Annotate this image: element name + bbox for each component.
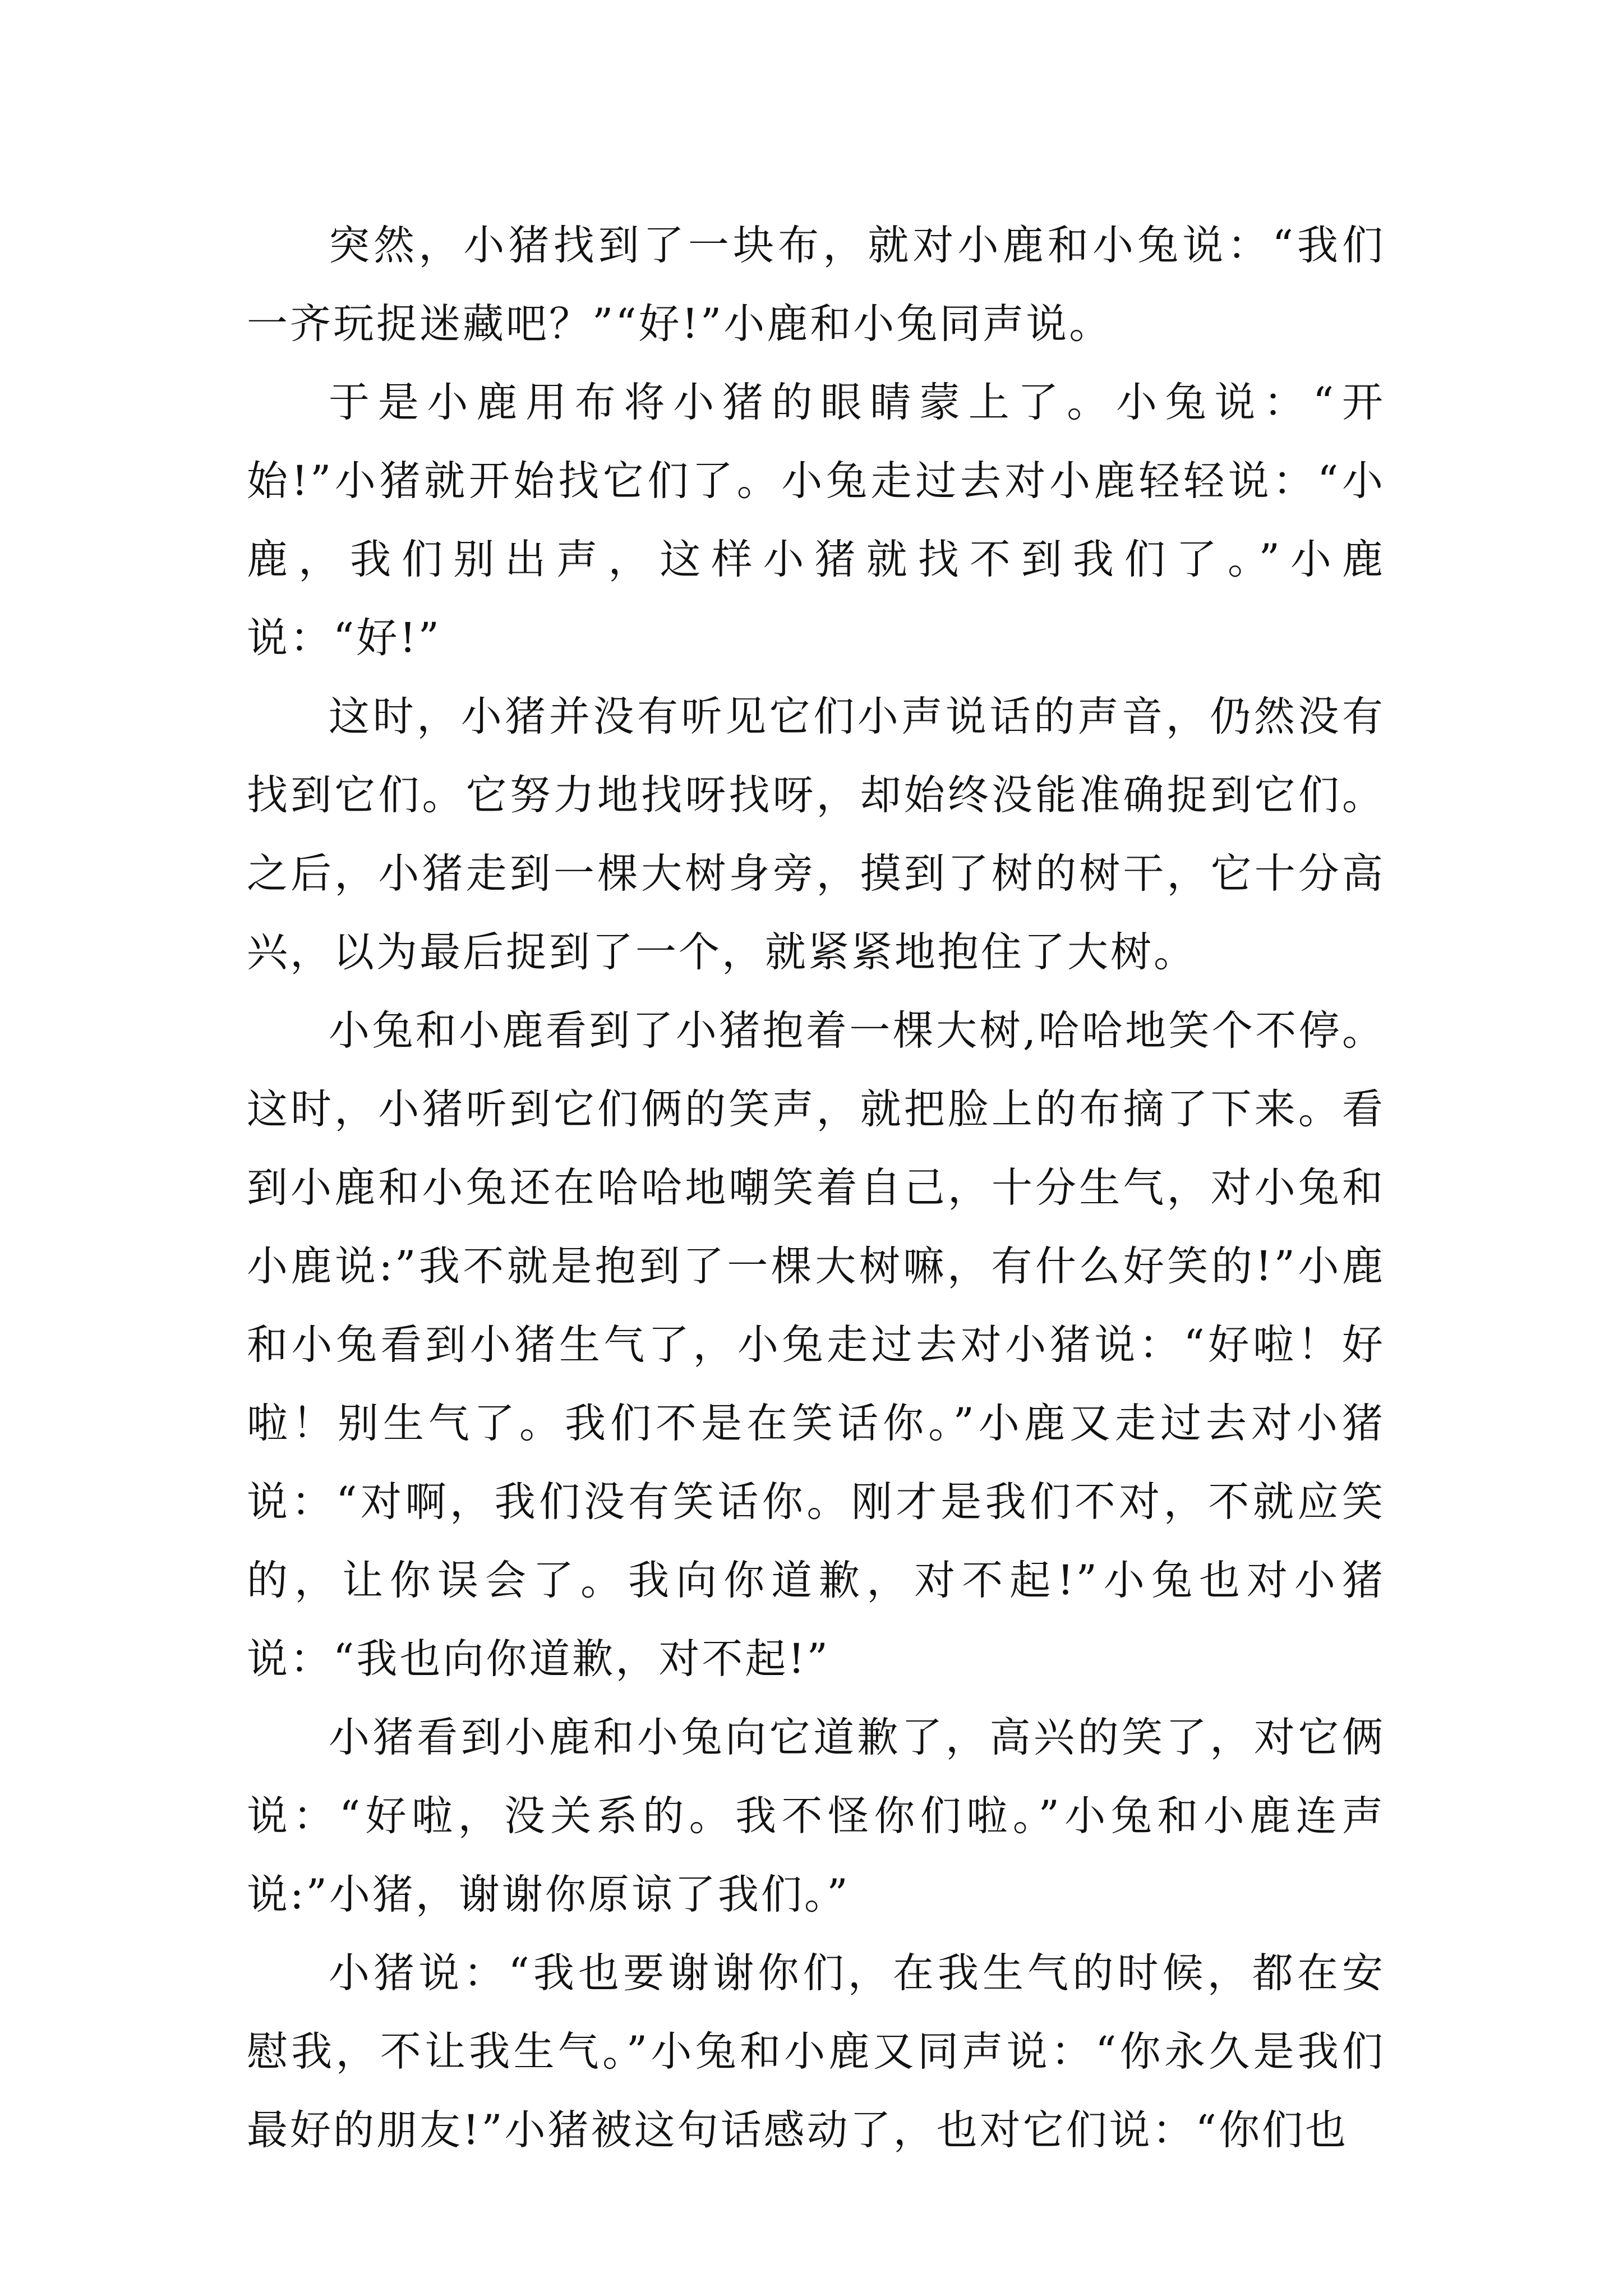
paragraph-6: 小猪说：“我也要谢谢你们，在我生气的时候，都在安慰我，不让我生气。”小兔和小鹿又同声说：“你永久是我们最好的朋友!”小猪被这句话感动了，也对它们说：“你们也 [247, 1949, 1385, 2154]
story-text [247, 206, 1385, 2170]
paragraph-3: 这时，小猪并没有听见它们小声说话的声音，仍然没有找到它们。它努力地找呀找呀，却始终没能准确捉到它们。之后，小猪走到一棵大树身旁，摸到了树的树干，它十分高兴，以为最后捉到了一个，就紧紧地抱住了大树。 [247, 693, 1385, 976]
paragraph-4: 小兔和小鹿看到了小猪抱着一棵大树,哈哈地笑个不停。这时，小猪听到它们俩的笑声，就把脸上的布摘了下来。看到小鹿和小兔还在哈哈地嘲笑着自己，十分生气，对小兔和小鹿说:”我不就是抱到了一棵大树嘛，有什么好笑的!”小鹿和小兔看到小猪生气了，小兔走过去对小猪说：“好啦！好啦！别生气了。我们不是在笑话你。”小鹿又走过去对小猪说：“对啊，我们没有笑话你。刚才是我们不对，不就应笑的，让你误会了。我向你道歉，对不起!”小兔也对小猪说：“我也向你道歉，对不起!” [247, 1007, 1385, 1683]
paragraph-5: 小猪看到小鹿和小兔向它道歉了，高兴的笑了，对它俩说：“好啦，没关系的。我不怪你们啦。”小兔和小鹿连声说:”小猪，谢谢你原谅了我们。” [247, 1714, 1385, 1918]
paragraph-2: 于是小鹿用布将小猪的眼睛蒙上了。小兔说：“开始!”小猪就开始找它们了。小兔走过去对小鹿轻轻说：“小鹿，我们别出声，这样小猪就找不到我们了。”小鹿说：“好!” [247, 379, 1385, 662]
paragraph-1: 突然，小猪找到了一块布，就对小鹿和小兔说：“我们一齐玩捉迷藏吧？”“好!”小鹿和小兔同声说。 [247, 222, 1385, 348]
